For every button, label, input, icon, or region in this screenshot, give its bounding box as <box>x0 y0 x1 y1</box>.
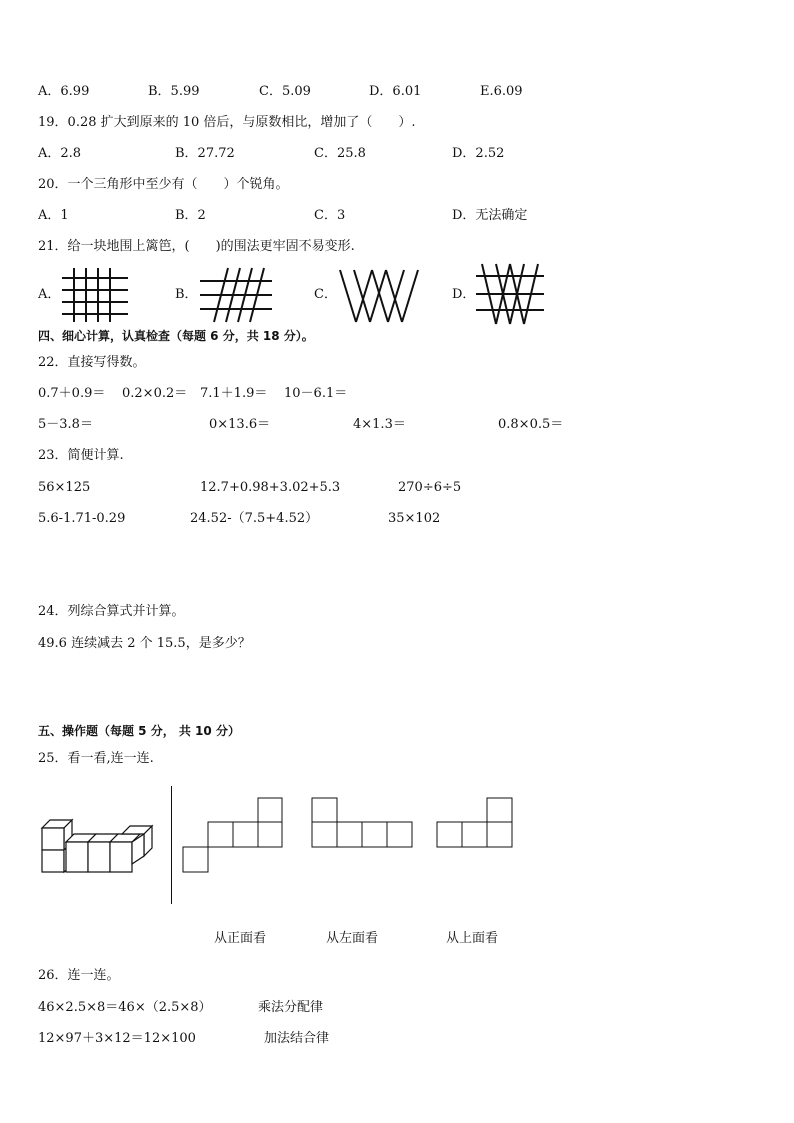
fence-parallelogram-figure <box>200 268 272 322</box>
q20-option-b: B．2 <box>175 208 206 223</box>
q26-right-item: 加法结合律 <box>264 1031 330 1046</box>
q22-item: 0.8×0.5＝ <box>498 417 564 432</box>
q22-item: 0.2×0.2＝ <box>122 386 188 401</box>
figure-divider <box>171 786 172 904</box>
q19-option-b: B．27.72 <box>175 146 235 161</box>
view-label-front: 从正面看 <box>214 931 267 946</box>
view-label-top: 从上面看 <box>446 931 499 946</box>
q24-stem: 24．列综合算式并计算。 <box>38 604 185 619</box>
q20-option-c: C．3 <box>314 208 346 223</box>
q19-option-c: C．25.8 <box>314 146 366 161</box>
q26-stem: 26．连一连。 <box>38 968 120 983</box>
q19-option-d: D．2.52 <box>452 146 505 161</box>
q24-text: 49.6 连续减去 2 个 15.5，是多少？ <box>38 636 251 651</box>
q18-option-c: C．5.09 <box>259 84 311 99</box>
q22-item: 5－3.8＝ <box>38 417 93 432</box>
q23-item: 56×125 <box>38 480 91 495</box>
q21-option-c: C． <box>314 287 337 302</box>
q23-stem: 23．简便计算. <box>38 448 124 463</box>
q22-item: 0×13.6＝ <box>209 417 271 432</box>
q20-option-a: A．1 <box>38 208 69 223</box>
q21-stem: 21．给一块地围上篱笆，( )的围法更牢固不易变形. <box>38 239 355 254</box>
q21-option-b: B． <box>175 287 198 302</box>
cube-solid-figure <box>42 820 154 876</box>
view-grid-3 <box>437 798 515 850</box>
q20-stem: 20．一个三角形中至少有（ ）个锐角。 <box>38 177 289 192</box>
q19-option-a: A．2.8 <box>38 146 82 161</box>
q20-option-d: D．无法确定 <box>452 208 528 223</box>
q22-item: 0.7＋0.9＝ <box>38 386 106 401</box>
q22-item: 4×1.3＝ <box>353 417 406 432</box>
q23-item: 24.52-（7.5+4.52） <box>190 511 319 526</box>
q26-right-item: 乘法分配律 <box>258 1000 324 1015</box>
q22-stem: 22．直接写得数。 <box>38 355 146 370</box>
q21-option-d: D． <box>452 287 476 302</box>
q19-stem: 19．0.28 扩大到原来的 10 倍后，与原数相比，增加了（ ）. <box>38 115 416 130</box>
q23-item: 35×102 <box>388 511 441 526</box>
fence-zigzag-figure <box>340 268 418 322</box>
view-grid-1 <box>183 798 283 874</box>
section4-heading: 四、细心计算，认真检查（每题 6 分，共 18 分）。 <box>38 329 314 343</box>
q22-item: 7.1＋1.9＝ <box>200 386 268 401</box>
q18-option-e: E.6.09 <box>480 84 523 99</box>
q23-item: 270÷6÷5 <box>398 480 462 495</box>
q25-stem: 25．看一看,连一连. <box>38 751 154 766</box>
q22-item: 10－6.1＝ <box>284 386 348 401</box>
view-grid-2 <box>312 798 414 850</box>
section5-heading: 五、操作题（每题 5 分， 共 10 分） <box>38 724 240 738</box>
q26-left-item: 12×97＋3×12＝12×100 <box>38 1031 196 1046</box>
fence-grid-figure <box>62 268 128 322</box>
q18-option-d: D．6.01 <box>369 84 422 99</box>
q18-option-b: B．5.99 <box>148 84 200 99</box>
fence-triangle-figure <box>476 264 544 324</box>
q23-item: 12.7+0.98+3.02+5.3 <box>200 480 341 495</box>
q26-left-item: 46×2.5×8＝46×（2.5×8） <box>38 1000 212 1015</box>
q21-option-a: A． <box>38 287 61 302</box>
view-label-left: 从左面看 <box>326 931 379 946</box>
q23-item: 5.6-1.71-0.29 <box>38 511 126 526</box>
q18-option-a: A．6.99 <box>38 84 90 99</box>
